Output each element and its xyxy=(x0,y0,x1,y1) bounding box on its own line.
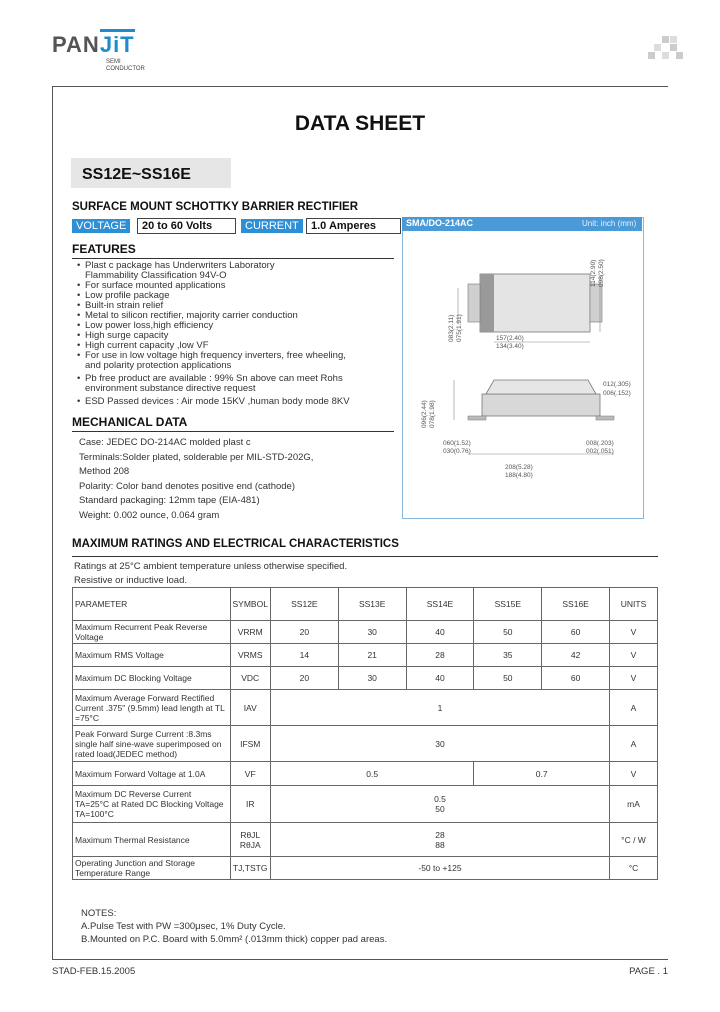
unit-cell: mA xyxy=(610,786,658,823)
feature-line: • Low power loss,high efficiency xyxy=(85,320,214,331)
mechanical-rule xyxy=(72,431,394,432)
package-unit: Unit: inch (mm) xyxy=(582,219,637,228)
dim-label: 188(4.80) xyxy=(505,472,533,479)
note-a: A.Pulse Test with PW =300μsec, 1% Duty Cycle. xyxy=(81,921,286,932)
feature-item xyxy=(74,374,394,394)
value-cell: 60 xyxy=(542,667,610,690)
bottom-rule xyxy=(52,959,668,960)
table-row xyxy=(73,644,658,667)
dim-label: 083(2.11) xyxy=(448,314,455,342)
dim-label: 008(.203) xyxy=(586,440,614,447)
value-cell: 50 xyxy=(474,667,542,690)
symbol-cell: TJ,TSTG xyxy=(230,857,270,880)
feature-item xyxy=(74,261,394,281)
left-rule xyxy=(52,86,53,959)
unit-cell: V xyxy=(610,762,658,786)
mechanical-line: Method 208 xyxy=(79,466,130,478)
feature-item xyxy=(74,397,394,407)
parameter-cell: Maximum DC Blocking Voltage xyxy=(73,667,231,690)
logo-pan: PAN xyxy=(52,32,100,57)
value-cell: 35 xyxy=(474,644,542,667)
dim-lead-thickness xyxy=(603,380,631,398)
value-cell xyxy=(270,786,609,823)
model-number: SS12E~SS16E xyxy=(82,166,191,183)
value-cell: 40 xyxy=(406,621,474,644)
value-line: 0.5 xyxy=(434,794,446,804)
features-list xyxy=(74,261,394,407)
feature-line: • High surge capacity xyxy=(85,330,169,341)
value-cell: 21 xyxy=(338,644,406,667)
value-cell: 42 xyxy=(542,644,610,667)
mechanical-data xyxy=(79,436,399,524)
feature-line: • Low profile package xyxy=(85,290,170,301)
ratings-note-2: Resistive or inductive load. xyxy=(74,575,187,586)
header-cell: SS14E xyxy=(406,588,474,621)
value-cell: 28 xyxy=(406,644,474,667)
parameter-cell: Maximum Thermal Resistance xyxy=(73,823,231,857)
header-cell: SS12E xyxy=(270,588,338,621)
parameter-cell: Maximum Forward Voltage at 1.0A xyxy=(73,762,231,786)
feature-line: • ESD Passed devices : Air mode 15KV ,human body mode 8KV xyxy=(85,396,350,407)
feature-line: Flammability Classification 94V-O xyxy=(85,270,227,281)
mechanical-line: Weight: 0.002 ounce, 0.064 gram xyxy=(79,509,220,521)
dim-body-height xyxy=(421,400,437,428)
feature-item xyxy=(74,351,394,371)
value-cell: 40 xyxy=(406,667,474,690)
side-lead-left xyxy=(468,416,486,420)
dim-lead-length xyxy=(443,440,471,456)
symbol-cell: VF xyxy=(230,762,270,786)
table-row xyxy=(73,667,658,690)
dim-label: 006(.152) xyxy=(603,390,631,397)
unit-cell: °C / W xyxy=(610,823,658,857)
table-row xyxy=(73,690,658,726)
table-row xyxy=(73,786,658,823)
cathode-band xyxy=(480,274,494,332)
notes-title: NOTES: xyxy=(81,908,117,919)
parameter-cell: Operating Junction and Storage Temperature Range xyxy=(73,857,231,880)
parameter-cell: Peak Forward Surge Current :8.3ms single half sine-wave superimposed on rated load(JEDEC method) xyxy=(73,726,231,762)
value-cell xyxy=(270,823,609,857)
dim-label: 075(1.91) xyxy=(456,314,463,342)
value-cell: 0.7 xyxy=(474,762,610,786)
package-name: SMA/DO-214AC xyxy=(406,218,474,228)
feature-line: • High current capacity ,low VF xyxy=(85,340,209,351)
current-label: CURRENT xyxy=(241,219,303,233)
package-side-body xyxy=(482,394,600,416)
dim-label: 114(2.90) xyxy=(590,259,597,287)
dim-label: 030(0.76) xyxy=(443,448,471,455)
unit-cell: A xyxy=(610,690,658,726)
dim-label: 157(2.40) xyxy=(496,335,524,342)
dim-lead-height xyxy=(448,314,464,342)
dim-label: 098(2.50) xyxy=(598,259,605,287)
decorative-squares-icon xyxy=(648,36,684,64)
unit-cell: V xyxy=(610,621,658,644)
product-subtitle: SURFACE MOUNT SCHOTTKY BARRIER RECTIFIER xyxy=(72,201,359,213)
table-row xyxy=(73,823,658,857)
document-code: STAD-FEB.15.2005 xyxy=(52,966,136,977)
logo-jit: JiT xyxy=(100,29,135,57)
ratings-rule xyxy=(72,556,658,557)
value-cell: 50 xyxy=(474,621,542,644)
value-cell: 1 xyxy=(270,690,609,726)
dim-overall-length xyxy=(505,464,533,480)
dim-label: 002(.051) xyxy=(586,448,614,455)
header-cell: PARAMETER xyxy=(73,588,231,621)
symbol-cell: IR xyxy=(230,786,270,823)
feature-line: • For surface mounted applications xyxy=(85,280,226,291)
current-value: 1.0 Amperes xyxy=(306,218,401,234)
parameter-cell: Maximum Recurrent Peak Reverse Voltage xyxy=(73,621,231,644)
value-cell: 14 xyxy=(270,644,338,667)
value-cell: 30 xyxy=(338,667,406,690)
ratings-note-1: Ratings at 25°C ambient temperature unless otherwise specified. xyxy=(74,561,348,572)
value-cell: -50 to +125 xyxy=(270,857,609,880)
value-cell: 20 xyxy=(270,667,338,690)
header-cell: UNITS xyxy=(610,588,658,621)
parameter-cell: Maximum DC Reverse Current TA=25°C at Rated DC Blocking Voltage TA=100°C xyxy=(73,786,231,823)
package-top-body xyxy=(480,274,590,332)
mechanical-line: Case: JEDEC DO-214AC molded plast c xyxy=(79,437,251,448)
unit-cell: V xyxy=(610,667,658,690)
table-row xyxy=(73,726,658,762)
header-cell: SS15E xyxy=(474,588,542,621)
dim-height xyxy=(590,259,606,287)
value-cell: 20 xyxy=(270,621,338,644)
value-line: 88 xyxy=(435,839,445,850)
value-line: 50 xyxy=(435,804,445,814)
unit-cell: V xyxy=(610,644,658,667)
logo-subtitle xyxy=(106,59,145,73)
table-row xyxy=(73,762,658,786)
voltage-value: 20 to 60 Volts xyxy=(137,218,236,234)
header-cell: SS16E xyxy=(542,588,610,621)
logo-sub-conductor: CONDUCTOR xyxy=(106,66,145,72)
table-row xyxy=(73,857,658,880)
lead-left xyxy=(468,284,480,322)
page-number: PAGE . 1 xyxy=(629,966,668,977)
panjit-logo xyxy=(52,32,135,58)
symbol-cell: VRRM xyxy=(230,621,270,644)
value-cell: 30 xyxy=(270,726,609,762)
ratings-heading: MAXIMUM RATINGS AND ELECTRICAL CHARACTERISTICS xyxy=(72,538,399,550)
feature-line: • Pb free product are available : 99% Sn above can meet Rohs xyxy=(85,373,343,384)
value-cell: 30 xyxy=(338,621,406,644)
dim-label: 208(5.28) xyxy=(505,464,533,471)
dim-label: 060(1.52) xyxy=(443,440,471,447)
feature-line: • Metal to silicon rectifier, majority carrier conduction xyxy=(85,310,298,321)
value-cell: 0.5 xyxy=(270,762,473,786)
header-cell: SYMBOL xyxy=(230,588,270,621)
side-lead-right xyxy=(596,416,614,420)
mechanical-line: Terminals:Solder plated, solderable per MIL-STD-202G, xyxy=(79,451,314,463)
symbol-cell: IFSM xyxy=(230,726,270,762)
symbol-cell: RθJL RθJA xyxy=(230,823,270,857)
parameter-cell: Maximum Average Forward Rectified Current .375" (9.5mm) lead length at TL =75°C xyxy=(73,690,231,726)
unit-cell: A xyxy=(610,726,658,762)
value-cell: 60 xyxy=(542,621,610,644)
symbol-cell: VDC xyxy=(230,667,270,690)
top-rule xyxy=(52,86,668,87)
feature-line: • Plast c package has Underwriters Laboratory xyxy=(85,260,275,271)
note-b: B.Mounted on P.C. Board with 5.0mm² (.013mm thick) copper pad areas. xyxy=(81,934,388,945)
dim-width xyxy=(496,335,524,351)
value-line: 28 xyxy=(435,829,445,840)
features-heading: FEATURES xyxy=(72,242,136,256)
ratings-table xyxy=(72,587,658,880)
dim-label: 078(1.98) xyxy=(429,400,436,428)
dim-standoff xyxy=(586,440,614,456)
feature-line: • Built-in strain relief xyxy=(85,300,164,311)
symbol-cell: VRMS xyxy=(230,644,270,667)
features-rule xyxy=(72,258,394,259)
feature-line: environment substance directive request xyxy=(85,383,256,394)
dim-label: 134(3.40) xyxy=(496,343,524,350)
dim-label: 096(2.44) xyxy=(421,400,428,428)
symbol-cell: IAV xyxy=(230,690,270,726)
mechanical-line: Polarity: Color band denotes positive end (cathode) xyxy=(79,480,295,492)
dim-label: 012(.305) xyxy=(603,381,631,388)
mechanical-heading: MECHANICAL DATA xyxy=(72,415,188,429)
logo-sub-semi: SEMI xyxy=(106,59,121,65)
parameter-cell: Maximum RMS Voltage xyxy=(73,644,231,667)
voltage-label: VOLTAGE xyxy=(72,219,130,233)
table-header-row xyxy=(73,588,658,621)
page-title: DATA SHEET xyxy=(294,112,426,135)
package-side-top xyxy=(486,380,596,394)
feature-line: and polarity protection applications xyxy=(85,360,232,371)
table-row xyxy=(73,621,658,644)
mechanical-line: Standard packaging: 12mm tape (EIA-481) xyxy=(79,495,260,507)
header-cell: SS13E xyxy=(338,588,406,621)
feature-line: • For use in low voltage high frequency inverters, free wheeling, xyxy=(85,350,346,361)
unit-cell: °C xyxy=(610,857,658,880)
